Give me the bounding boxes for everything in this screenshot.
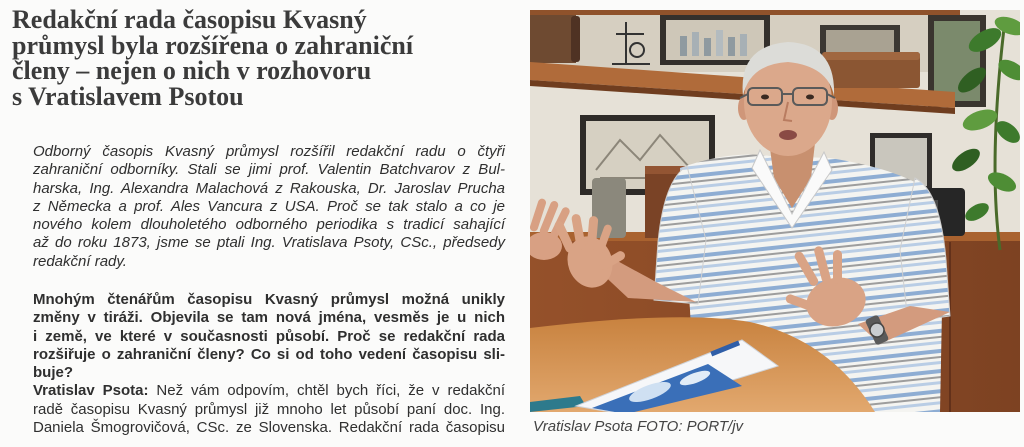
- eye: [806, 95, 814, 100]
- question-line: i země, ve které v současnosti působí. Proč se redakční rada: [33, 327, 505, 345]
- photo-caption: Vratislav Psota FOTO: PORT/jv: [533, 418, 744, 435]
- title-line: s Vratislavem Psotou: [12, 81, 244, 111]
- question-line: změny v tiráži. Objevila se tam nová jména, vesměs je u nich: [33, 309, 505, 327]
- article-title: [12, 7, 517, 109]
- article-photo: [530, 10, 1020, 412]
- glass-item: [740, 34, 747, 56]
- title-line: členy – nejen o nich v rozhovoru: [12, 56, 372, 86]
- bottle: [571, 16, 580, 62]
- wooden-case-lid: [822, 52, 920, 60]
- glass-item: [704, 38, 711, 56]
- title-line: Redakční rada časopisu Kvasný: [12, 5, 367, 34]
- interview-question: [33, 291, 505, 382]
- lead-line: až do roku 1873, jsme se ptali Ing. Vratislava Psoty, CSc., předsedy: [33, 234, 505, 252]
- glass-item: [728, 37, 735, 56]
- lead-line: Odborný časopis Kvasný průmysl rozšířil redakční radu o čtyři: [33, 143, 505, 160]
- answer-text: Než vám odpovím, chtěl bych říci, že v redakční: [148, 382, 506, 400]
- glass-item: [692, 32, 699, 56]
- question-line: Mnohým čtenářům časopisu Kvasný průmysl možná unikly: [33, 291, 505, 308]
- interview-answer: [33, 382, 505, 437]
- interview: [33, 291, 505, 437]
- glass-item: [716, 30, 723, 56]
- answer-speaker: Vratislav Psota:: [33, 382, 149, 400]
- ceiling-shelf: [530, 10, 960, 15]
- answer-line: Daniela Šmogrovičová, CSc. ze Slovenska. Redakční rada časopisu: [33, 419, 505, 437]
- mouth: [779, 130, 797, 140]
- eye: [761, 95, 769, 100]
- lead-line: redakční rady.: [33, 252, 127, 270]
- corner-cabinet: [530, 15, 576, 63]
- lead-paragraph: [33, 143, 505, 271]
- glass-item: [680, 36, 687, 56]
- lead-line: harska, Ing. Alexandra Malachová z Rakouska, Dr. Jaroslav Prucha: [33, 179, 505, 197]
- answer-line: radě časopisu Kvasný průmysl již mnoho let působí paní doc. Ing.: [33, 400, 505, 418]
- answer-line: [33, 382, 505, 400]
- lead-line: z Německa a prof. Ales Vancura z USA. Proč se tak stalo a co je: [33, 197, 505, 215]
- finger: [833, 250, 842, 284]
- watch-face: [870, 323, 884, 337]
- photo-scene: [530, 10, 1020, 412]
- lead-line: zahraniční odborníky. Stali se jimi prof. Valentin Batchvarov z Bul-: [33, 161, 505, 179]
- question-line: rozšiřuje o zahraniční členy? Co si od toho vedení časopisu sli-: [33, 345, 505, 363]
- question-line: buje?: [33, 364, 73, 382]
- title-line: průmysl byla rozšířena o zahraniční: [12, 30, 414, 60]
- lead-line: nového kolem dlouholetého odborného periodika s tradicí sahající: [33, 216, 505, 234]
